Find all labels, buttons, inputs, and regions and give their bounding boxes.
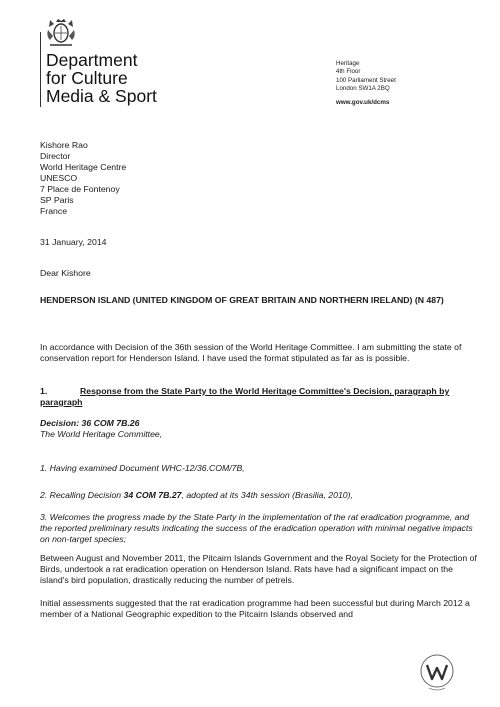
recipient-line: SP Paris bbox=[40, 195, 74, 205]
recipient-address bbox=[40, 140, 126, 217]
item2-decision-ref: 34 COM 7B.27 bbox=[123, 490, 182, 500]
address-line: 4th Floor bbox=[336, 68, 361, 76]
website-link[interactable]: www.gov.uk/dcms bbox=[336, 98, 390, 106]
recipient-line: 7 Place de Fontenoy bbox=[40, 184, 120, 194]
recipient-line: Director bbox=[40, 151, 71, 161]
department-name bbox=[46, 51, 157, 105]
address-line: London SW1A 2BQ bbox=[336, 85, 390, 93]
decision-item-2 bbox=[40, 490, 480, 501]
item2-prefix: 2. Recalling Decision bbox=[40, 490, 124, 500]
body-paragraph: Initial assessments suggested that the rat eradication programme had been successful but during March 2012 a member of a National Geographic expedition to the Pitcairn Islands observed and bbox=[40, 598, 470, 620]
decision-block bbox=[40, 418, 162, 440]
section-title bbox=[40, 386, 480, 408]
intro-paragraph: In accordance with Decision of the 36th session of the World Heritage Committee. I am submitting the state of conservation report for Henderson Island. I have used the format stipulated as far as is possible. bbox=[40, 342, 462, 364]
salutation: Dear Kishore bbox=[40, 268, 91, 278]
sender-address bbox=[336, 60, 396, 107]
decision-item-3: 3. Welcomes the progress made by the State Party in the implementation of the rat eradication programme, and the reported preliminary results indicating the success of the eradication operation with minimal negative impacts on non-target species; bbox=[40, 512, 473, 545]
decision-code: Decision: 36 COM 7B.26 bbox=[40, 418, 140, 428]
recipient-line: UNESCO bbox=[40, 173, 78, 183]
section-title-text: Response from the State Party to the World Heritage Committee's Decision, paragraph by paragraph bbox=[40, 386, 450, 407]
section-number: 1. bbox=[40, 386, 48, 396]
letterhead-rule bbox=[40, 32, 41, 107]
address-line: 100 Parliament Street bbox=[336, 76, 396, 84]
letter-date: 31 January, 2014 bbox=[40, 237, 107, 247]
department-line: for Culture bbox=[46, 68, 128, 88]
item2-suffix: , adopted at its 34th session (Brasilia, 2010), bbox=[181, 490, 353, 500]
royal-crest-icon bbox=[44, 18, 78, 48]
decision-subtitle: The World Heritage Committee, bbox=[40, 429, 163, 439]
recipient-line: France bbox=[40, 206, 68, 216]
disability-confident-badge-icon bbox=[418, 652, 456, 692]
department-line: Department bbox=[46, 50, 138, 70]
body-paragraph: Between August and November 2011, the Pitcairn Islands Government and the Royal Society for the Protection of Birds, undertook a rat eradication operation on Henderson Island. Rats have had a significant impact on the island's bird population, drastically reducing the number of petrels. bbox=[40, 553, 477, 586]
recipient-line: World Heritage Centre bbox=[40, 162, 127, 172]
department-line: Media & Sport bbox=[46, 86, 157, 106]
decision-item-1: 1. Having examined Document WHC-12/36.COM/7B, bbox=[40, 463, 245, 473]
recipient-line: Kishore Rao bbox=[40, 140, 88, 150]
letter-heading: HENDERSON ISLAND (UNITED KINGDOM OF GREAT BRITAIN AND NORTHERN IRELAND) (N 487) bbox=[40, 295, 444, 305]
address-line: Heritage bbox=[336, 60, 360, 67]
